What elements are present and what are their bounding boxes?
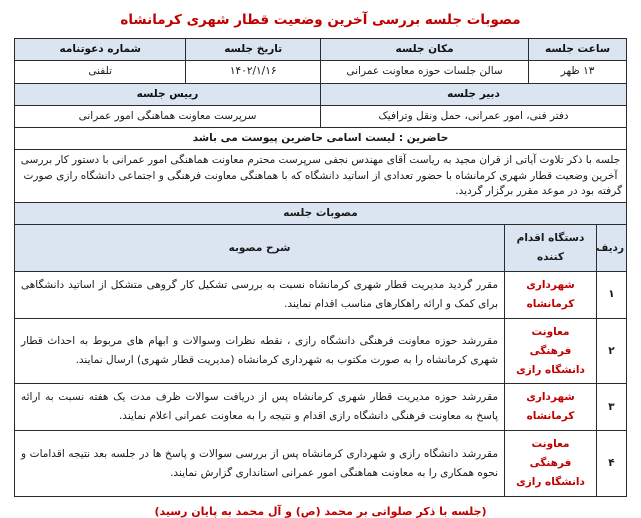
meeting-body-row (15, 150, 627, 203)
value-meeting-time: ۱۳ ظهر (529, 61, 627, 83)
value-meeting-secretary: دفتر فنی، امور عمرانی، حمل ونقل وترافیک (321, 105, 627, 127)
header-responsible-org: دستگاه اقدام کننده (505, 225, 597, 272)
header-meeting-date: تاریخ جلسه (186, 39, 321, 61)
attendees-label: حاضرین : لیست اسامی حاضرین پیوست می باشد (15, 128, 627, 150)
resolutions-band-row (15, 202, 627, 224)
header-invitation-number: شماره دعوتنامه (15, 39, 186, 61)
header-meeting-chair: رییس جلسه (15, 83, 321, 105)
row-org: شهرداری کرمانشاه (505, 384, 597, 431)
row-description: مقررشد حوزه معاونت فرهنگی دانشگاه رازی ، نقطه نظرات وسوالات و ابهام های مربوط به احداث قطار شهری کرمانشاه را به صورت مکتوب به شهرداری کرمانشاه (مدیریت قطار شهری) ارسال نمایند. (15, 318, 505, 384)
table-row (15, 318, 627, 384)
row-description: مقررشد دانشگاه رازی و شهرداری کرمانشاه پس از بررسی سوالات و پاسخ ها در جلسه بعد نتیجه اقدامات و نحوه همکاری را به معاونت هماهنگی امور عمرانی استانداری گزارش نمایند. (15, 431, 505, 497)
info-value-row-1 (15, 61, 627, 83)
row-description: مقرر گردید مدیریت قطار شهری کرمانشاه نسبت به بررسی تشکیل کار گروهی متشکل از اساتید دانشگاهی برای کمک و ارائه راهکارهای مناسب اقدام نمایند. (15, 271, 505, 318)
attendees-row (15, 128, 627, 150)
value-meeting-chair: سرپرست معاونت هماهنگی امور عمرانی (15, 105, 321, 127)
info-value-row-2 (15, 105, 627, 127)
row-number: ۲ (597, 318, 627, 384)
table-row (15, 271, 627, 318)
header-meeting-secretary: دبیر جلسه (321, 83, 627, 105)
info-header-row-1 (15, 39, 627, 61)
value-invitation-number: تلفنی (15, 61, 186, 83)
value-meeting-date: ۱۴۰۲/۱/۱۶ (186, 61, 321, 83)
header-resolution-desc: شرح مصوبه (15, 225, 505, 272)
header-meeting-place: مکان جلسه (321, 39, 529, 61)
table-row (15, 384, 627, 431)
header-row-number: ردیف (597, 225, 627, 272)
resolutions-header-row (15, 225, 627, 272)
value-meeting-place: سالن جلسات حوزه معاونت عمرانی (321, 61, 529, 83)
row-description: مقررشد حوزه مدیریت قطار شهری کرمانشاه پس از دریافت سوالات ظرف مدت یک هفته نسبت به ارائه پاسخ به معاونت فرهنگی دانشگاه رازی اقدام و نتیجه را به معاونت عمرانی اعلام نمایند. (15, 384, 505, 431)
resolutions-table (14, 224, 627, 497)
document-footer: (جلسه با ذکر صلواتی بر محمد (ص) و آل محمد به پایان رسید) (154, 504, 487, 518)
row-number: ۳ (597, 384, 627, 431)
header-meeting-time: ساعت جلسه (529, 39, 627, 61)
row-org: معاونت فرهنگی دانشگاه رازی (505, 431, 597, 497)
row-org: شهرداری کرمانشاه (505, 271, 597, 318)
row-number: ۴ (597, 431, 627, 497)
table-row (15, 431, 627, 497)
info-header-row-2 (15, 83, 627, 105)
page-title: مصوبات جلسه بررسی آخرین وضعیت قطار شهری کرمانشاه (120, 12, 521, 28)
meeting-body-paragraph: جلسه با ذکر تلاوت آیاتی از قران مجید به ریاست آقای مهندس نجفی سرپرست محترم معاونت هماهنگی امور عمرانی با دستور کار بررسی آخرین وضعیت قطار شهری کرمانشاه با حضور تعدادی از اساتید دانشگاه که با هماهنگی معاونت فرهنگی و اجتماعی دانشگاه رازی صورت گرفته بود در موعد مقرر برگزار گردید. (15, 150, 627, 203)
row-number: ۱ (597, 271, 627, 318)
row-org: معاونت فرهنگی دانشگاه رازی (505, 318, 597, 384)
resolutions-band-label: مصوبات جلسه (15, 202, 627, 224)
meeting-info-table (14, 38, 627, 225)
